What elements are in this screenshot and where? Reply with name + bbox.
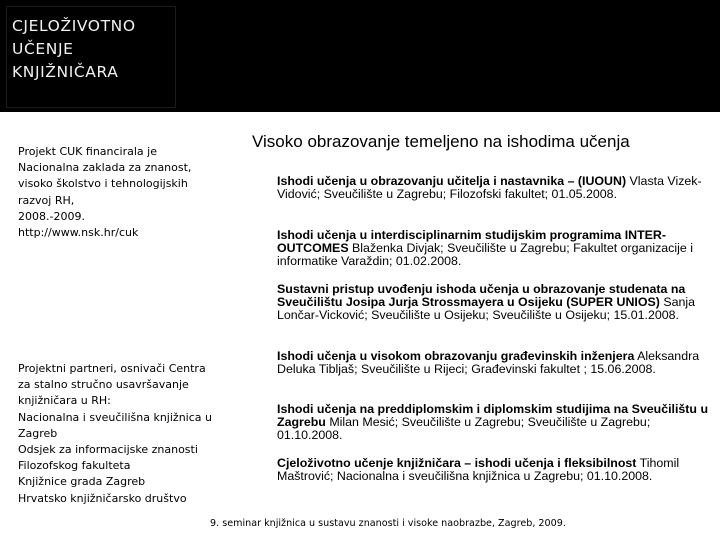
item-title: Ishodi učenja na preddiplomskim i diplomskim studijima na Sveučilištu u Zagrebu [277, 402, 709, 429]
project-partners: Projektni partneri, osnivači Centra za stalno stručno usavršavanje knjižničara u RH: Nacionalna i sveučilišna knjižnica u Zagreb Odsjek za informacijske znanosti Filozofskog fakulteta Knjižnice grada Zagreb Hrvatsko knjižničarsko društvo [18, 362, 212, 505]
item-title: Sustavni pristup uvođenju ishoda učenja u obrazovanje studenata na Sveučilištu Josipa Jurja Strossmayera u Osijeku (SUPER UNIOS) [277, 282, 686, 309]
item-details: Tihomil Maštrović; Nacionalna i sveučilišna knjižnica u Zagrebu; 01.10.2008. [277, 456, 680, 483]
item-details: Vlasta Vizek-Vidović; Sveučilište u Zagrebu; Filozofski fakultet; 01.05.2008. [277, 174, 702, 201]
item-title: Cjeloživotno učenje knjižničara – ishodi učenja i fleksibilnost [277, 456, 637, 470]
list-item [277, 283, 717, 321]
content-heading: Visoko obrazovanje temeljeno na ishodima učenja [252, 132, 630, 151]
list-item [277, 175, 717, 201]
item-details: Milan Mesić; Sveučilište u Zagrebu; Sveučilište u Zagrebu; 01.10.2008. [277, 414, 651, 442]
project-info: Projekt CUK financirala je Nacionalna zaklada za znanost, visoko školstvo i tehnologijskih razvoj RH, 2008.-2009. http://www.nsk.hr/cuk [18, 145, 192, 240]
slide-title: CJELOŽIVOTNO UČENJE KNJIŽNIČARA [12, 17, 136, 81]
item-details: Blaženka Divjak; Sveučilište u Zagrebu; Fakultet organizacije i informatike Varaždin; 01.02.2008. [277, 240, 693, 268]
list-item [277, 229, 717, 267]
item-title: Ishodi učenja u obrazovanju učitelja i nastavnika – (IUOUN) [277, 174, 627, 188]
list-item [277, 350, 717, 376]
list-item [277, 457, 717, 483]
list-item [277, 403, 717, 441]
item-title: Ishodi učenja u visokom obrazovanju građevinskih inženjera [277, 349, 635, 363]
item-title: Ishodi učenja u interdisciplinarnim studijskim programima INTER-OUTCOMES [277, 228, 666, 255]
footer-caption: 9. seminar knjižnica u sustavu znanosti i visoke naobrazbe, Zagreb, 2009. [210, 518, 566, 529]
item-details: Aleksandra Deluka Tibljaš; Sveučilište u Rijeci; Građevinski fakultet ; 15.06.2008. [277, 349, 700, 376]
item-details: Sanja Lončar-Vicković; Sveučilište u Osijeku; Sveučilište u Osijeku; 15.01.2008. [277, 294, 696, 322]
